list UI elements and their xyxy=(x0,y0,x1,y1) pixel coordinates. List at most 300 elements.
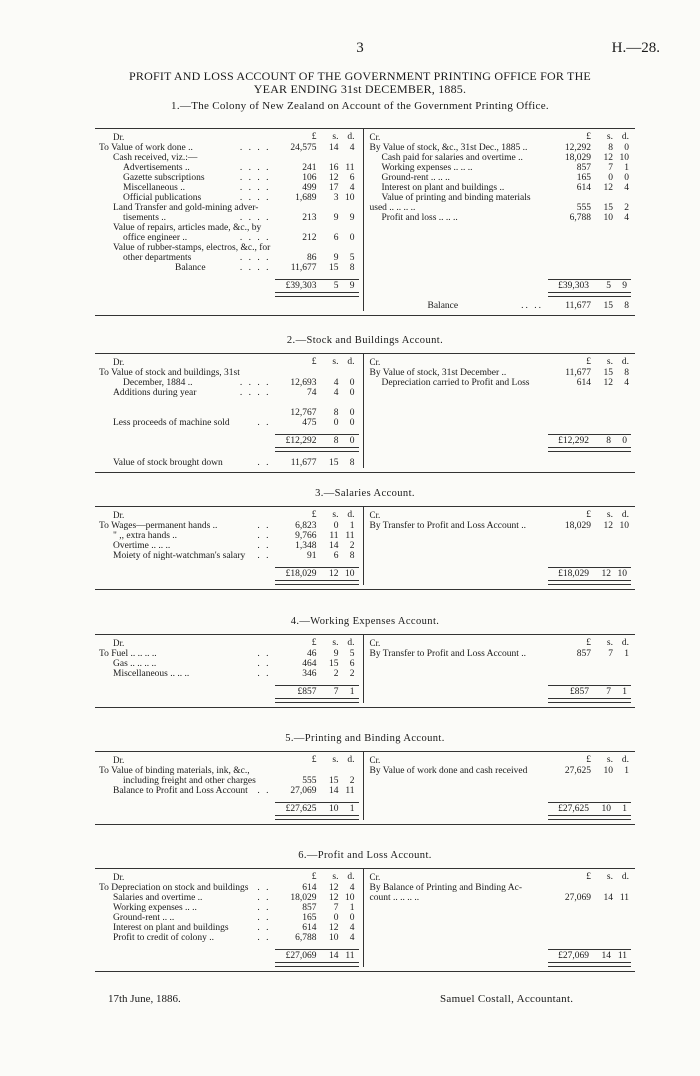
total-amount-right-pounds: £27,625 xyxy=(558,804,589,814)
credit-entry-amount-shillings: 12 xyxy=(603,183,613,193)
debit-entry-amount-pence: 5 xyxy=(349,253,355,263)
debit-entry-amount xyxy=(275,263,355,273)
debit-entry-amount-pence: 1 xyxy=(349,521,355,531)
credit-entry xyxy=(368,368,636,378)
debit-entry-amount-pence: 9 xyxy=(349,213,355,223)
currency-unit-pound: £ xyxy=(311,638,317,648)
debit-entry-leader-dots: . . . . xyxy=(239,193,271,203)
debit-entry-amount xyxy=(275,649,355,659)
total-row-left xyxy=(275,567,359,580)
debit-entry-amount xyxy=(275,531,355,541)
total-amount-left-pence: 9 xyxy=(349,281,355,291)
debit-entry-amount-pence: 5 xyxy=(349,649,355,659)
credit-entry-label: By Transfer to Profit and Loss Account .. xyxy=(369,649,526,659)
debit-entry-amount xyxy=(275,408,355,418)
debit-entry-amount-pounds: 555 xyxy=(302,776,317,786)
debit-entry-amount xyxy=(275,173,355,183)
debit-entry-label: Moiety of night-watchman's salary xyxy=(113,551,246,561)
total-amount-right xyxy=(547,803,627,813)
debit-entry xyxy=(95,893,363,903)
debit-entry-amount xyxy=(275,521,355,531)
total-amount-left-pence: 10 xyxy=(345,569,355,579)
debit-entry-amount-pence: 4 xyxy=(349,933,355,943)
currency-unit-pence: d. xyxy=(347,872,355,882)
currency-unit-pound: £ xyxy=(311,755,317,765)
total-amount-left-pounds: £12,292 xyxy=(285,436,317,446)
blank-row xyxy=(368,408,636,418)
debit-entry-amount-pounds: 18,029 xyxy=(290,893,317,903)
credit-entry-amount-pounds: 27,069 xyxy=(564,893,591,903)
debit-entry-leader-dots: . . . . xyxy=(239,173,271,183)
total-amount-left-shillings: 8 xyxy=(333,436,339,446)
rule-bottom xyxy=(95,971,635,972)
debit-entry-amount-pence: 0 xyxy=(349,233,355,243)
debit-entry xyxy=(95,153,363,163)
debit-entry-amount-shillings: 6 xyxy=(333,233,339,243)
account-section-4 xyxy=(95,616,635,708)
credit-entry xyxy=(368,163,636,173)
currency-unit-shilling: s. xyxy=(606,872,613,882)
debit-entry xyxy=(95,913,363,923)
credit-entry-label: By Balance of Printing and Binding Ac- xyxy=(369,883,523,893)
credit-entry-amount-pounds: 6,788 xyxy=(569,213,591,223)
column-header-left xyxy=(95,132,363,143)
debit-entry-amount xyxy=(275,163,355,173)
debit-entry xyxy=(95,213,363,223)
balance-carried-down xyxy=(368,301,636,311)
debit-entry-amount-pence: 10 xyxy=(345,893,355,903)
credit-column xyxy=(364,354,636,468)
total-amount-right-pounds: £27,069 xyxy=(558,951,589,961)
account-body xyxy=(95,507,635,585)
debit-entry-amount-shillings: 9 xyxy=(333,213,339,223)
currency-unit-pound: £ xyxy=(586,638,591,648)
debit-entry-amount-pounds: 1,348 xyxy=(295,541,317,551)
debit-entry-amount-pounds: 12,767 xyxy=(290,408,317,418)
debit-entry-label: Profit to credit of colony .. xyxy=(113,933,215,943)
balance-brought-down-amount-pounds: 11,677 xyxy=(290,458,317,468)
credit-entry-amount-pence: 4 xyxy=(624,183,629,193)
credit-entry-amount xyxy=(549,368,629,378)
credit-entry-amount-pounds: 165 xyxy=(576,173,591,183)
currency-header-left xyxy=(275,872,355,882)
debit-entry-amount-pence: 0 xyxy=(349,418,355,428)
debit-entry xyxy=(95,776,363,786)
debit-entry xyxy=(95,193,363,203)
debit-entry-label: Interest on plant and buildings xyxy=(113,923,229,933)
debit-entry-label: Land Transfer and gold-mining adver- xyxy=(113,203,259,213)
account-section-5 xyxy=(95,733,635,825)
currency-unit-shilling: s. xyxy=(332,638,339,648)
total-amount-right xyxy=(547,568,627,578)
credit-entry-amount-pence: 11 xyxy=(619,893,629,903)
total-row-left xyxy=(275,434,359,447)
debit-entry xyxy=(95,203,363,213)
debit-entry-leader-dots: . . xyxy=(257,521,271,531)
debit-entry-amount-pounds: 614 xyxy=(302,923,317,933)
debit-entry-amount-pence: 1 xyxy=(349,903,355,913)
total-amount-right xyxy=(547,435,627,445)
currency-unit-shilling: s. xyxy=(332,872,339,882)
debit-entry-amount-shillings: 15 xyxy=(329,263,339,273)
debit-entry-amount-shillings: 10 xyxy=(329,933,339,943)
currency-header-right xyxy=(549,357,629,367)
debit-entry-label: office engineer .. xyxy=(123,233,188,243)
debit-entry-amount-pounds: 614 xyxy=(302,883,317,893)
total-row-right xyxy=(548,802,632,815)
debit-entry-amount xyxy=(275,193,355,203)
total-amount-left-pounds: £27,069 xyxy=(285,951,317,961)
credit-entry xyxy=(368,521,636,531)
debit-entry-amount-shillings: 14 xyxy=(329,786,339,796)
currency-header-left xyxy=(275,132,355,142)
debit-entry-amount-shillings: 9 xyxy=(333,649,339,659)
debit-entry-amount xyxy=(275,766,355,776)
debit-entry-amount xyxy=(275,933,355,943)
blank-row xyxy=(368,233,636,243)
debit-entry xyxy=(95,418,363,428)
debit-entry-label: Working expenses .. .. xyxy=(113,903,197,913)
credit-entry xyxy=(368,766,636,776)
debit-entry-amount-pounds: 74 xyxy=(307,388,317,398)
credit-entry-amount-pounds: 614 xyxy=(576,183,591,193)
credit-entry-label: Working expenses .. .. .. xyxy=(381,163,473,173)
credit-entry-label: By Transfer to Profit and Loss Account .. xyxy=(369,521,526,531)
currency-unit-shilling: s. xyxy=(332,510,339,520)
credit-entry-amount xyxy=(549,649,629,659)
debit-entry-amount-shillings: 8 xyxy=(333,408,339,418)
currency-unit-shilling: s. xyxy=(332,132,339,142)
debit-entry-label: Miscellaneous .. xyxy=(123,183,186,193)
currency-unit-pence: d. xyxy=(621,638,629,648)
credit-entry xyxy=(368,893,636,903)
debit-entry-leader-dots: . . xyxy=(257,893,271,903)
debit-entry-leader-dots: . . xyxy=(257,933,271,943)
column-header-left xyxy=(95,872,363,883)
main-title-line-2: YEAR ENDING 31st DECEMBER, 1885. xyxy=(253,82,467,96)
double-rule-right xyxy=(548,962,632,967)
debit-entry-amount-shillings: 4 xyxy=(333,378,339,388)
currency-unit-pence: d. xyxy=(621,755,629,765)
debit-entry-amount xyxy=(275,669,355,679)
credit-entry-amount-pence: 10 xyxy=(619,153,629,163)
credit-entry-amount xyxy=(549,893,629,903)
debit-entry-amount-shillings: 12 xyxy=(329,893,339,903)
credit-entry-label: By Value of stock, 31st December .. xyxy=(369,368,507,378)
currency-unit-pound: £ xyxy=(586,357,591,367)
currency-header-left xyxy=(275,755,355,765)
debit-entry-label: Overtime .. .. .. xyxy=(113,541,171,551)
total-amount-left-shillings: 10 xyxy=(329,804,339,814)
debit-entry-amount-pounds: 11,677 xyxy=(290,263,317,273)
credit-entry xyxy=(368,203,636,213)
total-row-right xyxy=(548,949,632,962)
balance-brought-down xyxy=(95,458,363,468)
currency-unit-pence: d. xyxy=(621,357,629,367)
account-body xyxy=(95,354,635,468)
debit-entry-amount xyxy=(275,883,355,893)
debit-entry-amount-pounds: 346 xyxy=(302,669,317,679)
total-amount-left-pence: 0 xyxy=(349,436,355,446)
debit-entry-amount-pounds: 499 xyxy=(302,183,317,193)
debit-column xyxy=(95,507,364,585)
account-body xyxy=(95,869,635,967)
total-amount-left xyxy=(275,803,355,813)
blank-row xyxy=(368,669,636,679)
debit-entry xyxy=(95,233,363,243)
credit-entry-label: count .. .. .. .. xyxy=(369,893,420,903)
credit-entry-label: By Value of work done and cash received xyxy=(369,766,528,776)
total-amount-right-pence: 0 xyxy=(622,436,627,446)
credit-entry xyxy=(368,153,636,163)
currency-unit-pound: £ xyxy=(311,357,317,367)
credit-entry-amount-shillings: 15 xyxy=(603,368,613,378)
blank-row xyxy=(368,531,636,541)
debit-entry-amount xyxy=(275,143,355,153)
total-amount-right-shillings: 5 xyxy=(606,281,611,291)
debit-entry-label: including freight and other charges xyxy=(123,776,256,786)
debit-entry-label: Ground-rent .. .. xyxy=(113,913,175,923)
credit-entry-amount-shillings: 8 xyxy=(608,143,613,153)
debit-entry-amount-shillings: 6 xyxy=(333,551,339,561)
debit-entry-amount xyxy=(275,213,355,223)
credit-entry-amount xyxy=(549,766,629,776)
credit-entry-label: Depreciation carried to Profit and Loss xyxy=(381,378,530,388)
debit-entry-amount-shillings: 12 xyxy=(329,883,339,893)
credit-entry-amount-shillings: 7 xyxy=(608,649,613,659)
credit-entry-amount-pence: 1 xyxy=(624,766,629,776)
blank-row xyxy=(368,551,636,561)
credit-entry-amount-pounds: 857 xyxy=(576,649,591,659)
currency-header-right xyxy=(549,872,629,882)
debit-entry-leader-dots: . . . . xyxy=(239,388,271,398)
total-amount-left-pence: 1 xyxy=(349,687,355,697)
total-amount-right xyxy=(547,950,627,960)
debit-entry-amount-shillings: 2 xyxy=(333,669,339,679)
credit-entry-label: used .. .. .. .. xyxy=(369,203,416,213)
debit-entry xyxy=(95,883,363,893)
column-header-left xyxy=(95,638,363,649)
double-rule-left xyxy=(275,580,359,585)
credit-entry-amount-pence: 1 xyxy=(624,649,629,659)
debit-entry-amount-pounds: 464 xyxy=(302,659,317,669)
currency-unit-pound: £ xyxy=(311,132,317,142)
debit-entry-amount-pence: 8 xyxy=(349,551,355,561)
debit-entry-amount-shillings: 9 xyxy=(333,253,339,263)
debit-entry-amount-pence: 4 xyxy=(349,143,355,153)
blank-row xyxy=(368,253,636,263)
blank-row xyxy=(368,659,636,669)
debit-entry xyxy=(95,551,363,561)
column-side-label-left: Dr. xyxy=(113,357,125,367)
debit-entry-label: To Value of work done .. xyxy=(99,143,193,153)
account-section-1 xyxy=(95,124,635,316)
total-amount-left xyxy=(275,280,355,290)
currency-unit-shilling: s. xyxy=(606,357,613,367)
currency-unit-pence: d. xyxy=(347,755,355,765)
credit-entry-amount xyxy=(549,378,629,388)
debit-entry-label: Additions during year xyxy=(113,388,197,398)
debit-entry xyxy=(95,143,363,153)
debit-entry-label: To Wages—permanent hands .. xyxy=(99,521,218,531)
debit-entry-amount-shillings: 14 xyxy=(329,541,339,551)
credit-entry-amount xyxy=(549,883,629,893)
balance-brought-down-amount-pence: 8 xyxy=(349,458,355,468)
debit-entry-label: Miscellaneous .. .. .. xyxy=(113,669,190,679)
debit-entry-leader-dots: . . . . xyxy=(239,183,271,193)
currency-header-right xyxy=(549,132,629,142)
debit-entry xyxy=(95,766,363,776)
currency-unit-pence: d. xyxy=(621,132,629,142)
credit-entry-amount xyxy=(549,163,629,173)
column-side-label-left: Dr. xyxy=(113,510,125,520)
account-title-4: 4.—Working Expenses Account. xyxy=(290,616,440,627)
blank-row xyxy=(368,786,636,796)
debit-entry xyxy=(95,659,363,669)
debit-entry-amount-pence: 2 xyxy=(349,669,355,679)
credit-entry-amount xyxy=(549,153,629,163)
balance-carried-down-label: Balance xyxy=(427,301,459,311)
credit-entry-amount-pounds: 12,292 xyxy=(564,143,591,153)
credit-entry-amount-pence: 4 xyxy=(624,378,629,388)
credit-entry-amount-pounds: 857 xyxy=(576,163,591,173)
debit-entry-amount xyxy=(275,233,355,243)
debit-entry xyxy=(95,649,363,659)
currency-unit-pence: d. xyxy=(347,510,355,520)
currency-header-right xyxy=(549,510,629,520)
debit-column xyxy=(95,635,364,703)
blank-row xyxy=(368,418,636,428)
total-amount-left xyxy=(275,435,355,445)
credit-entry-amount-pounds: 11,677 xyxy=(565,368,591,378)
total-row-left xyxy=(275,802,359,815)
credit-column xyxy=(364,635,636,703)
debit-entry-leader-dots: . . xyxy=(257,923,271,933)
debit-entry xyxy=(95,541,363,551)
currency-unit-pence: d. xyxy=(347,357,355,367)
balance-brought-down-label: Value of stock brought down xyxy=(113,458,223,468)
balance-brought-down-leader-dots: . . xyxy=(257,458,271,468)
double-rule-right xyxy=(548,580,632,585)
debit-entry xyxy=(95,521,363,531)
column-side-label-left: Dr. xyxy=(113,638,125,648)
debit-entry xyxy=(95,263,363,273)
debit-entry-amount xyxy=(275,153,355,163)
debit-entry-leader-dots: . . xyxy=(257,418,271,428)
account-body xyxy=(95,635,635,703)
debit-entry xyxy=(95,173,363,183)
currency-unit-shilling: s. xyxy=(332,755,339,765)
debit-entry-label: Balance to Profit and Loss Account xyxy=(113,786,248,796)
total-amount-left-pounds: £27,625 xyxy=(285,804,317,814)
debit-column xyxy=(95,129,364,311)
debit-entry-amount xyxy=(275,368,355,378)
credit-column xyxy=(364,869,636,967)
credit-entry-amount-shillings: 14 xyxy=(603,893,613,903)
total-amount-left-pence: 11 xyxy=(345,951,355,961)
debit-entry-label: Cash received, viz.:— xyxy=(113,153,198,163)
currency-unit-pence: d. xyxy=(621,510,629,520)
column-header-right xyxy=(368,755,636,766)
total-amount-left-shillings: 7 xyxy=(333,687,339,697)
debit-entry-amount-pounds: 9,766 xyxy=(295,531,317,541)
debit-entry-leader-dots: . . xyxy=(257,786,271,796)
account-title-3: 3.—Salaries Account. xyxy=(315,488,415,499)
debit-entry-amount-pounds: 6,823 xyxy=(295,521,317,531)
credit-entry xyxy=(368,173,636,183)
double-rule-right xyxy=(548,698,632,703)
debit-entry-amount xyxy=(275,913,355,923)
debit-entry-label: Less proceeds of machine sold xyxy=(113,418,230,428)
debit-entry-amount-shillings: 17 xyxy=(329,183,339,193)
debit-entry-label: tisements .. xyxy=(123,213,167,223)
credit-entry xyxy=(368,213,636,223)
debit-entry-label: To Value of stock and buildings, 31st xyxy=(99,368,240,378)
currency-unit-pound: £ xyxy=(311,872,317,882)
document-reference: H.—28. xyxy=(611,40,660,56)
page-number: 3 xyxy=(356,40,364,56)
debit-entry xyxy=(95,903,363,913)
debit-entry-leader-dots: . . xyxy=(257,541,271,551)
debit-entry xyxy=(95,398,363,408)
debit-entry-label: Advertisements .. xyxy=(123,163,190,173)
account-section-3 xyxy=(95,488,635,590)
credit-entry xyxy=(368,183,636,193)
debit-entry-amount-pounds: 24,575 xyxy=(290,143,317,153)
balance-carried-down-amount xyxy=(549,301,629,311)
account-title-5: 5.—Printing and Binding Account. xyxy=(285,733,445,744)
main-title-line-1: PROFIT AND LOSS ACCOUNT OF THE GOVERNMENT PRINTING OFFICE FOR THE xyxy=(129,69,591,83)
blank-row xyxy=(368,263,636,273)
rule-bottom xyxy=(95,824,635,825)
rule-bottom xyxy=(95,315,635,316)
credit-entry-amount-shillings: 12 xyxy=(603,378,613,388)
total-amount-right-shillings: 10 xyxy=(601,804,611,814)
total-amount-right-shillings: 14 xyxy=(601,951,611,961)
total-amount-right xyxy=(547,686,627,696)
account-title-2: 2.—Stock and Buildings Account. xyxy=(286,335,444,346)
total-row-right xyxy=(548,567,632,580)
blank-row xyxy=(368,541,636,551)
section-1-title: 1.—The Colony of New Zealand on Account of the Government Printing Office. xyxy=(171,100,549,112)
total-amount-left-pence: 1 xyxy=(349,804,355,814)
credit-entry-amount-shillings: 12 xyxy=(603,153,613,163)
account-body xyxy=(95,129,635,311)
main-title xyxy=(80,70,640,96)
column-side-label-right: Cr. xyxy=(369,638,381,648)
rule-bottom xyxy=(95,472,635,473)
total-amount-right-shillings: 12 xyxy=(601,569,611,579)
debit-entry xyxy=(95,388,363,398)
column-side-label-left: Dr. xyxy=(113,872,125,882)
column-side-label-right: Cr. xyxy=(369,132,381,142)
credit-entry-label: Profit and loss .. .. .. xyxy=(381,213,458,223)
debit-entry-amount-pence: 0 xyxy=(349,388,355,398)
column-side-label-left: Dr. xyxy=(113,132,125,142)
total-row-left xyxy=(275,279,359,292)
double-rule-left xyxy=(275,815,359,820)
debit-entry xyxy=(95,786,363,796)
balance-brought-down-amount xyxy=(275,458,355,468)
total-amount-right-pence: 10 xyxy=(617,569,627,579)
column-side-label-right: Cr. xyxy=(369,357,381,367)
debit-entry-amount-shillings: 4 xyxy=(333,388,339,398)
credit-entry-amount-pounds: 614 xyxy=(576,378,591,388)
credit-entry-amount-shillings: 7 xyxy=(608,163,613,173)
debit-entry-amount-shillings: 14 xyxy=(329,143,339,153)
blank-row xyxy=(368,913,636,923)
currency-unit-shilling: s. xyxy=(606,638,613,648)
